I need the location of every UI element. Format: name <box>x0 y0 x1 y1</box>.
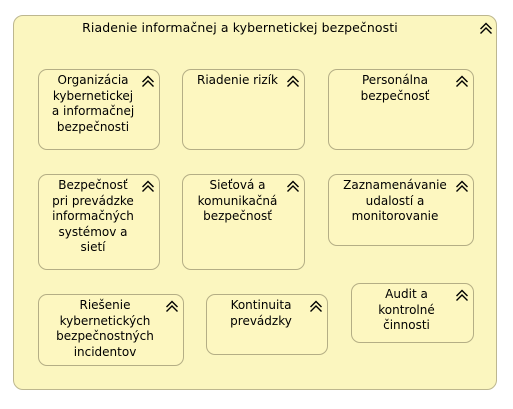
chevron-up-double-icon[interactable] <box>455 179 469 193</box>
chevron-up-double-icon[interactable] <box>455 288 469 302</box>
box-label: Personálna bezpečnosť <box>360 73 430 103</box>
box-riesenie-incidentov[interactable] <box>38 294 184 366</box>
chevron-up-double-icon[interactable] <box>479 21 493 35</box>
box-label: Sieťová a komunikačná bezpečnosť <box>197 178 278 223</box>
box-label: Zaznamenávanie udalostí a monitorovanie <box>343 178 447 223</box>
chevron-up-double-icon[interactable] <box>309 299 323 313</box>
box-sietova-bezpecnost[interactable] <box>182 174 305 270</box>
chevron-up-double-icon[interactable] <box>165 299 179 313</box>
box-organizacia[interactable] <box>38 69 160 150</box>
group-title: Riadenie informačnej a kybernetickej bezpečnosti <box>82 20 398 35</box>
box-label: Riadenie rizík <box>196 73 278 87</box>
box-label: Bezpečnosť pri prevádzke informačných systémov a sietí <box>52 178 134 254</box>
box-kontinuita-prevadzky[interactable] <box>206 294 328 355</box>
box-label: Riešenie kybernetických bezpečnostných incidentov <box>56 298 154 359</box>
chevron-up-double-icon[interactable] <box>286 179 300 193</box>
box-riadenie-rizik[interactable] <box>182 69 305 150</box>
chevron-up-double-icon[interactable] <box>286 74 300 88</box>
box-zaznamenavanie[interactable] <box>328 174 474 246</box>
box-label: Audit a kontrolné činnosti <box>378 287 435 332</box>
box-personalna-bezpecnost[interactable] <box>328 69 474 150</box>
box-label: Kontinuita prevádzky <box>230 298 292 328</box>
box-bezpecnost-prevadzka[interactable] <box>38 174 160 270</box>
chevron-up-double-icon[interactable] <box>141 179 155 193</box>
chevron-up-double-icon[interactable] <box>141 74 155 88</box>
chevron-up-double-icon[interactable] <box>455 74 469 88</box>
box-label: Organizácia kybernetickej a informačnej bezpečnosti <box>51 73 135 134</box>
box-audit[interactable] <box>351 283 474 343</box>
